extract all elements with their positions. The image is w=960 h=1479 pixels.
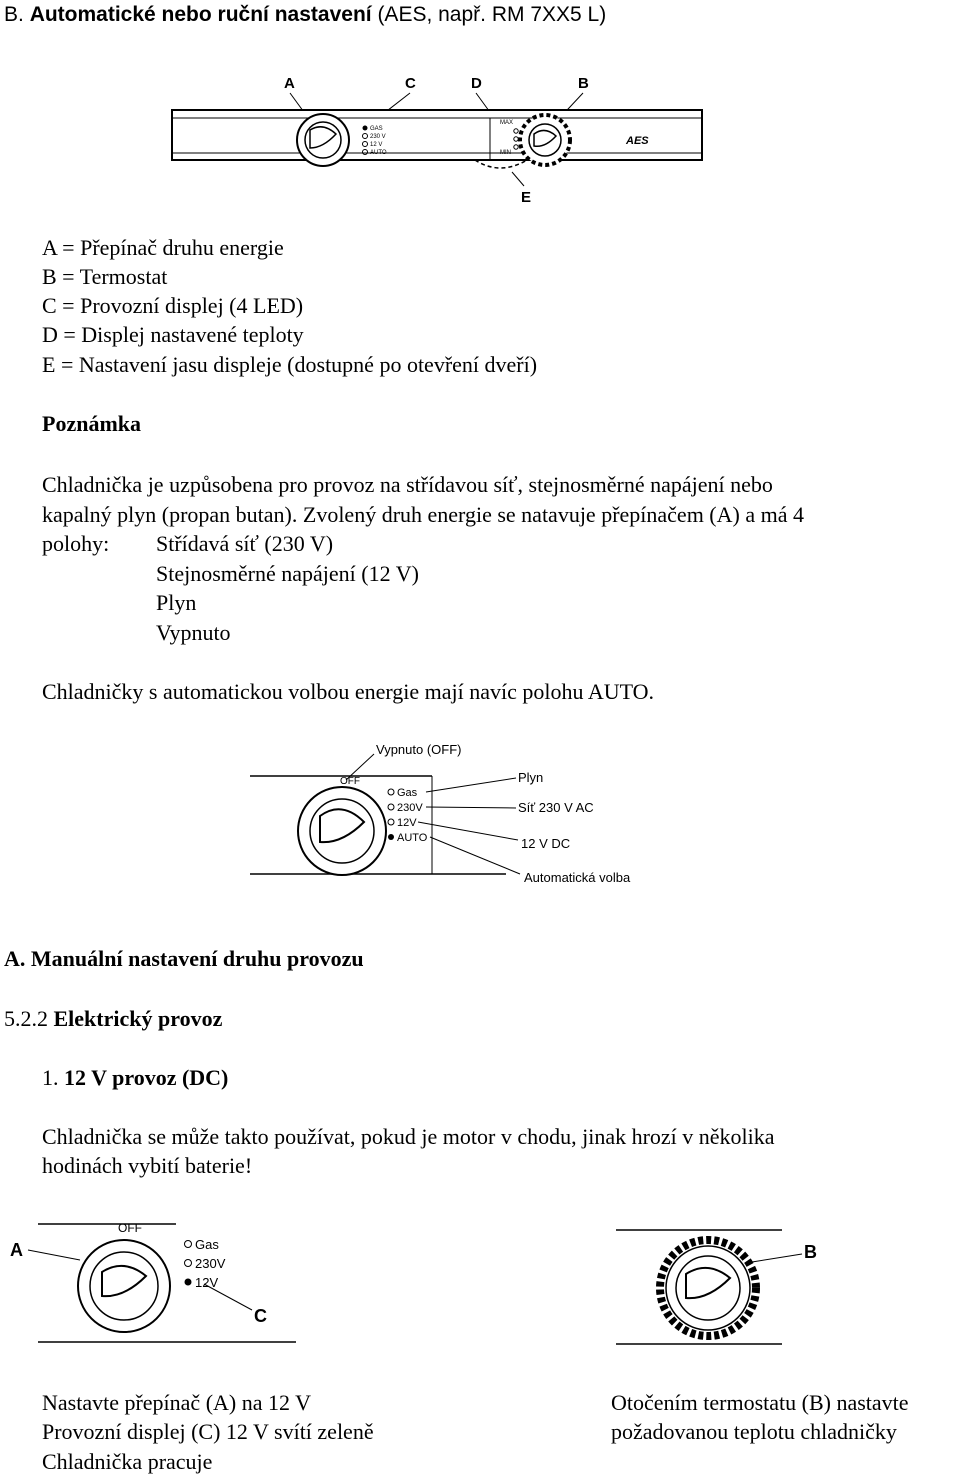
brightness-recess bbox=[475, 160, 527, 168]
callout-dc: 12 V DC bbox=[521, 836, 571, 851]
legend-a: A = Přepínač druhu energie bbox=[42, 235, 284, 260]
dial-led-gas bbox=[388, 789, 394, 795]
note-auto-line: Chladničky s automatickou volbou energie mají navíc polohu AUTO. bbox=[42, 679, 655, 704]
callout-ac-line bbox=[426, 807, 516, 808]
callout-gas-line bbox=[426, 778, 516, 792]
callout-a-line bbox=[28, 1250, 80, 1260]
note-position-gas: Plyn bbox=[156, 590, 197, 615]
callout-a-label: A bbox=[10, 1240, 23, 1260]
label-230: 230V bbox=[195, 1256, 226, 1271]
led-label-gas: GAS bbox=[370, 126, 383, 132]
callout-off: Vypnuto (OFF) bbox=[376, 742, 462, 757]
dial-led-230 bbox=[388, 804, 394, 810]
callout-ac: Síť 230 V AC bbox=[518, 800, 594, 815]
callout-d-label: D bbox=[471, 75, 482, 92]
note-positions-label: polohy: bbox=[42, 531, 110, 556]
callout-b-label: B bbox=[578, 75, 589, 92]
aes-logo: AES bbox=[626, 135, 649, 147]
led-label-12: 12 V bbox=[370, 142, 383, 148]
legend-d: D = Displej nastavené teploty bbox=[42, 322, 304, 347]
dial-led-auto bbox=[388, 834, 394, 840]
dial-label-230: 230V bbox=[397, 802, 423, 814]
dial-label-gas: Gas bbox=[397, 787, 418, 799]
note-title: Poznámka bbox=[42, 411, 141, 436]
section-a-title: A. Manuální nastavení druhu provozu bbox=[4, 946, 364, 971]
callout-e-label: E bbox=[521, 189, 532, 206]
control-panel-figure bbox=[160, 68, 720, 208]
led-label-auto: AUTO bbox=[370, 150, 387, 156]
led-230 bbox=[185, 1260, 192, 1267]
callout-dc-line bbox=[418, 822, 518, 840]
temp-label-min: MIN bbox=[500, 150, 511, 156]
thermostat-figure bbox=[612, 1222, 832, 1352]
caption-left-1: Nastavte přepínač (A) na 12 V bbox=[42, 1390, 311, 1415]
legend-b: B = Termostat bbox=[42, 264, 168, 289]
callout-c-label: C bbox=[405, 75, 416, 92]
caption-right-1: Otočením termostatu (B) nastavte bbox=[611, 1390, 909, 1415]
switch-knob bbox=[90, 1252, 158, 1320]
warning-line-2: hodinách vybití baterie! bbox=[42, 1153, 253, 1178]
led-12 bbox=[185, 1279, 192, 1286]
temp-label-max: MAX bbox=[500, 120, 514, 126]
caption-right-2: požadovanou teplotu chladničky bbox=[611, 1419, 897, 1444]
note-position-off: Vypnuto bbox=[156, 620, 231, 645]
legend-e: E = Nastavení jasu displeje (dostupné po otevření dveří) bbox=[42, 352, 538, 377]
caption-left-2: Provozní displej (C) 12 V svítí zeleně bbox=[42, 1419, 374, 1444]
callout-c-label: C bbox=[254, 1306, 267, 1326]
item-1-title: 1. 12 V provoz (DC) bbox=[42, 1065, 229, 1090]
note-line-2: kapalný plyn (propan butan). Zvolený druh energie se natavuje přepínačem (A) a má 4 bbox=[42, 502, 804, 527]
warning-line-1: Chladnička se může takto používat, pokud je motor v chodu, jinak hrozí v několika bbox=[42, 1124, 775, 1149]
callout-auto-line bbox=[430, 837, 520, 874]
label-gas: Gas bbox=[195, 1237, 219, 1252]
led-label-230: 230 V bbox=[370, 134, 386, 140]
callout-gas: Plyn bbox=[518, 770, 544, 785]
legend-c: C = Provozní displej (4 LED) bbox=[42, 293, 304, 318]
section-522-title: 5.2.2 Elektrický provoz bbox=[4, 1006, 223, 1031]
note-position-ac: Střídavá síť (230 V) bbox=[156, 531, 334, 556]
callout-e-line bbox=[512, 172, 524, 186]
callout-a-label: A bbox=[284, 75, 295, 92]
energy-switch-figure bbox=[246, 736, 666, 890]
dial-label-12: 12V bbox=[397, 817, 417, 829]
callout-auto: Automatická volba bbox=[524, 870, 631, 885]
caption-left-3: Chladnička pracuje bbox=[42, 1449, 213, 1474]
off-mark: OFF bbox=[118, 1221, 142, 1235]
section-heading-b: B. Automatické nebo ruční nastavení (AES, např. RM 7XX5 L) bbox=[4, 3, 607, 26]
callout-b-label: B bbox=[804, 1242, 817, 1262]
callout-c-line bbox=[204, 1284, 252, 1310]
callout-b-line bbox=[752, 1254, 802, 1262]
led-gas bbox=[363, 126, 368, 131]
led-gas bbox=[185, 1241, 192, 1248]
dial-led-12 bbox=[388, 819, 394, 825]
label-12: 12V bbox=[195, 1275, 219, 1290]
dial-label-auto: AUTO bbox=[397, 832, 428, 844]
off-mark: OFF bbox=[340, 776, 360, 787]
switch-12v-figure bbox=[6, 1218, 302, 1354]
note-line-1: Chladnička je uzpůsobena pro provoz na střídavou síť, stejnosměrné napájení nebo bbox=[42, 472, 773, 497]
note-position-dc: Stejnosměrné napájení (12 V) bbox=[156, 561, 419, 586]
